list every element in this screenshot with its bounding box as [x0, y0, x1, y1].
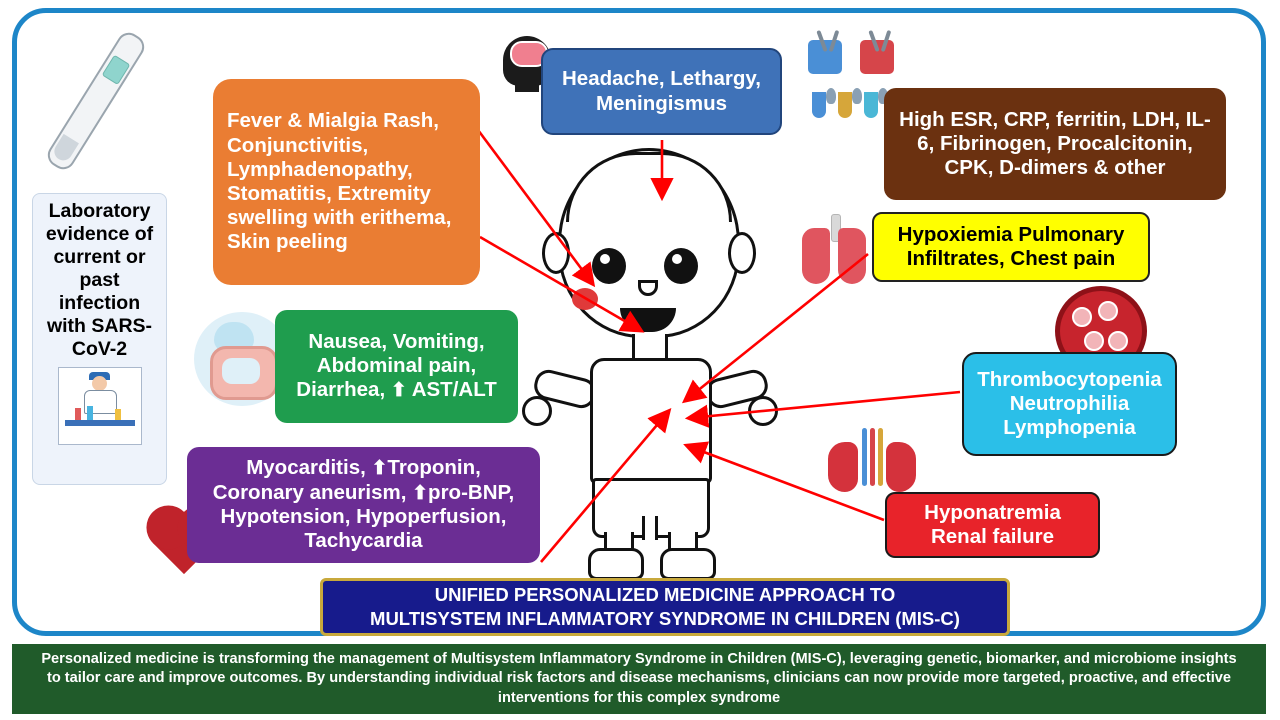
lab-evidence-box[interactable] [32, 193, 167, 485]
lungs-icon [800, 212, 870, 292]
hypona-line-2: Renal failure [930, 525, 1055, 548]
symptom-box-labs[interactable] [884, 88, 1226, 200]
myo-line-3: Hypotension, Hypoperfusion, [220, 505, 507, 529]
caption-bar [12, 644, 1266, 714]
symptom-box-fever[interactable] [213, 79, 480, 285]
title-banner-line-1: UNIFIED PERSONALIZED MEDICINE APPROACH TO [434, 583, 896, 605]
nausea-line-3-post: AST/ALT [406, 378, 497, 402]
nausea-line-1: Nausea, Vomiting, [308, 330, 485, 354]
caption-text: Personalized medicine is transforming the management of Multisystem Inflammatory Syndrome in Children (MIS-C), leveraging genetic, biomarker, and microbiome insights to tailor care and improve outcomes. By understanding individual risk factors and disease mechanisms, clinicians can now provide more targeted, proactive, and effective interventions for this complex syndrome [41, 651, 1237, 706]
lab-evidence-label: Laboratory evidence of current or past infection with SARS-CoV-2 [45, 200, 154, 360]
hypona-line-1: Hyponatremia [924, 500, 1061, 524]
nausea-line-2: Abdominal pain, [316, 354, 477, 378]
symptom-box-headache-label: Headache, Lethargy, Meningismus [562, 67, 761, 115]
symptom-box-thrombocytopenia-lines [977, 368, 1162, 441]
thrombo-line-2: Neutrophilia [1009, 391, 1130, 415]
symptom-box-hyponatremia[interactable] [885, 492, 1100, 558]
myo-line-4: Tachycardia [304, 529, 423, 553]
symptom-box-myocarditis-lines [213, 456, 514, 553]
up-arrow-icon-probnp: ⬆ [412, 482, 429, 504]
thermometer-icon [82, 24, 222, 194]
up-arrow-icon-troponin: ⬆ [371, 458, 388, 480]
symptom-box-fever-label: Fever & Mialgia Rash, Conjunctivitis, Lymphadenopathy, Stomatitis, Extremity swelling with erithema, Skin peeling [227, 109, 452, 254]
myo-line-1-post: Troponin, [387, 456, 481, 480]
symptom-box-nausea-lines [296, 330, 496, 403]
title-banner-line-2: MULTISYSTEM INFLAMMATORY SYNDROME IN CHILDREN (MIS-C) [370, 608, 960, 629]
symptom-box-myocarditis[interactable] [187, 447, 540, 563]
myo-line-1-pre: Myocarditis, [246, 456, 372, 480]
thrombo-line-3: Lymphopenia [1003, 416, 1136, 440]
symptom-box-labs-label: High ESR, CRP, ferritin, LDH, IL-6, Fibrinogen, Procalcitonin, CPK, D-dimers & other [899, 107, 1211, 180]
symptom-box-hyponatremia-lines [924, 501, 1061, 549]
symptom-box-thrombocytopenia[interactable] [962, 352, 1177, 456]
up-arrow-icon-ast: ⬆ [390, 380, 407, 402]
symptom-box-nausea[interactable] [275, 310, 518, 423]
myo-line-2-post: pro-BNP, [428, 480, 515, 504]
lab-technician-icon [58, 367, 142, 445]
symptom-box-hypoxiemia-label: Hypoxiemia Pulmonary Infiltrates, Chest pain [897, 222, 1125, 270]
myo-line-2-pre: Coronary aneurism, [212, 480, 413, 504]
thrombo-line-1: Thrombocytopenia [977, 367, 1162, 391]
nausea-line-3-pre: Diarrhea, [296, 378, 391, 402]
symptom-box-headache[interactable] [541, 48, 782, 135]
symptom-box-hypoxiemia[interactable] [872, 212, 1150, 282]
child-figure [520, 148, 810, 580]
title-banner [320, 578, 1010, 636]
